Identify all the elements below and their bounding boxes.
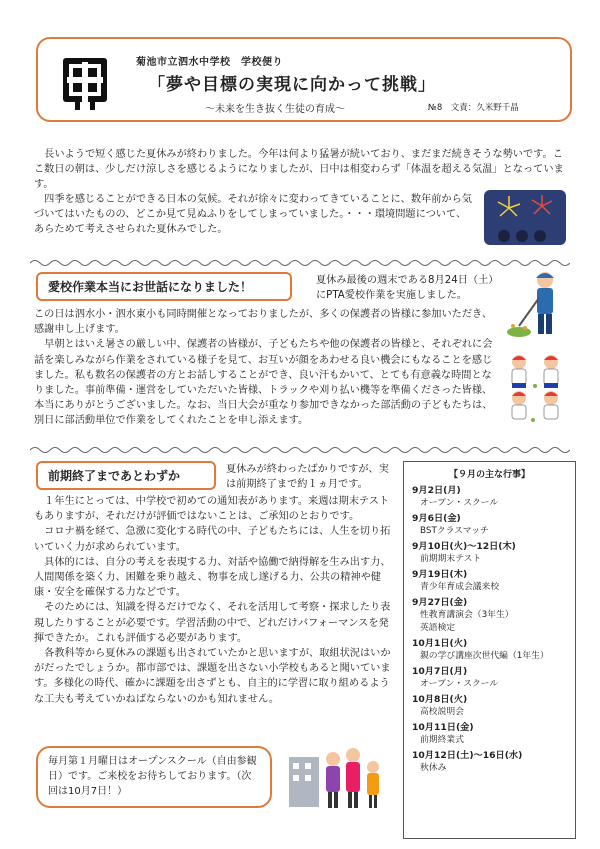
- school-emblem-icon: [55, 52, 115, 112]
- divider-wave: [30, 440, 570, 450]
- section2-paragraph-5: 各教科等から夏休みの課題も出されていたかと思いますが、取組状況はいかがだったでしょうか。都市部では、課題を出さない小学校もあると聞いています。多様化の時代、確かに課題を出さずとも、自主的に学習に取り組めるような工夫も考えていかねばならないのかも知れません。: [34, 648, 391, 705]
- schedule-item: 9月27日(金) 性教育講演会（3年生） 英語検定: [412, 597, 514, 633]
- schedule-item: 10月7日(月) オープン・スクール: [412, 666, 499, 689]
- schedule-item: 9月2日(月) オープン・スクール: [412, 485, 499, 508]
- intro-paragraph-2: 四季を感じることができる日本の気候。それが徐々に変わってきていることに、数年前から気づいてはいたものの、どこか見て見ぬふりをしてしまっていました。・・・環境問題について、あらためて考えさせられた夏休みでした。: [34, 194, 472, 236]
- schedule-item: 10月1日(火) 親の学び講座次世代編（1年生）: [412, 638, 549, 661]
- divider-wave: [30, 253, 570, 263]
- schedule-item: 9月6日(金) BSTクラスマッチ: [412, 513, 489, 536]
- schedule-item: 10月11日(金) 前期終業式: [412, 722, 474, 745]
- schedule-item: 10月12日(土)～16日(水) 秋休み: [412, 750, 523, 773]
- open-school-notice: 毎月第１月曜日はオープンスクール（自由参観日）です。ご来校をお待ちしております。（次回は10月7日！）: [36, 746, 272, 808]
- section1-paragraph-2: 早朝とはいえ暑さの厳しい中、保護者の皆様が、子どもたちや他の保護者の皆様と、それぞれに会話を楽しみながら作業をされている様子を見て、お互いが顔をあわせる良い機会にもなることを感じました。私も数名の保護者の方とお話しすることができ、良い汗もかいて、とても有意義な時間となりました。事前準備・運営をしていただいた皆様、トラックや刈り払い機等を準備くださった皆様、本当にありがとうございました。なお、当日大会が重なり参加できなかった部活動の子どもたちは、別日に部活動単位で作業をしてくれたことを申し添えます。: [34, 339, 493, 427]
- newsletter-title: 「夢や目標の実現に向かって挑戦」: [148, 75, 436, 95]
- section2-body: [34, 494, 396, 707]
- intro-paragraph-1: 長いようで短く感じた夏休みが終わりました。今年は何より猛暑が続いており、まだまだ続きそうな勢いです。ここ数日の朝は、少しだけ涼しさを感じるようになりましたが、日中は相変わらず「体温を超える気温」となっています。: [34, 149, 564, 191]
- section2-paragraph-3: 具体的には、自分の考えを表現する力、対話や協働で納得解を生み出す力、人間関係を築く力、困難を乗り越え、物事を成し遂げる力、公共の精神や健康・安全を確保する力などです。: [34, 556, 391, 599]
- section1-paragraph-1: この日は泗水小・泗水東小も同時開催となっておりましたが、多くの保護者の皆様に参加いただき、感謝申し上げます。: [34, 309, 493, 336]
- section2-heading: 前期終了まであとわずか: [36, 461, 216, 490]
- section2-lead: 夏休みが終わったばかりですが、実は前期終了まで約１ヵ月です。: [226, 464, 389, 491]
- intro-text-2: [34, 192, 474, 238]
- schedule-box: [403, 461, 576, 839]
- section2-paragraph-2: コロナ禍を経て、急激に変化する時代の中、子どもたちには、人生を切り拓いていく力が求められています。: [34, 526, 391, 553]
- schedule-item: 9月19日(木) 青少年育成会議来校: [412, 569, 500, 592]
- section1-heading: 愛校作業本当にお世話になりました！: [36, 272, 292, 301]
- section2-paragraph-4: そのためには、知識を得るだけでなく、それを活用して考察・探求したり表現したりすることが必要です。学習活動の中で、どれだけパフォーマンスを発揮できたか。これも評価する必要があります。: [34, 602, 391, 644]
- section2-paragraph-1: １年生にとっては、中学校で初めての通知表があります。来週は期末テストもありますが、それだけが評価ではないことは、ご承知のとおりです。: [34, 496, 390, 523]
- issue-number: №8 文責：久米野千晶: [428, 103, 519, 113]
- schedule-item: 9月10日(火)～12日(木) 前期期末テスト: [412, 541, 516, 564]
- weeding-illustration: [505, 268, 569, 343]
- schedule-item: 10月8日(火) 高校説明会: [412, 694, 468, 717]
- school-name: 菊池市立泗水中学校 学校便り: [136, 57, 283, 68]
- intro-text: [34, 147, 569, 193]
- children-illustration: [503, 350, 569, 424]
- family-illustration: [287, 737, 387, 815]
- schedule-title: 【９月の主な行事】: [448, 470, 530, 480]
- section1-lead: 夏休み最後の週末である8月24日（土）にPTA愛校作業を実施しました。: [316, 275, 494, 302]
- newsletter-subtitle: ～未来を生き抜く生徒の育成～: [205, 104, 345, 115]
- fireworks-illustration: [484, 190, 566, 245]
- section1-body: [34, 307, 496, 429]
